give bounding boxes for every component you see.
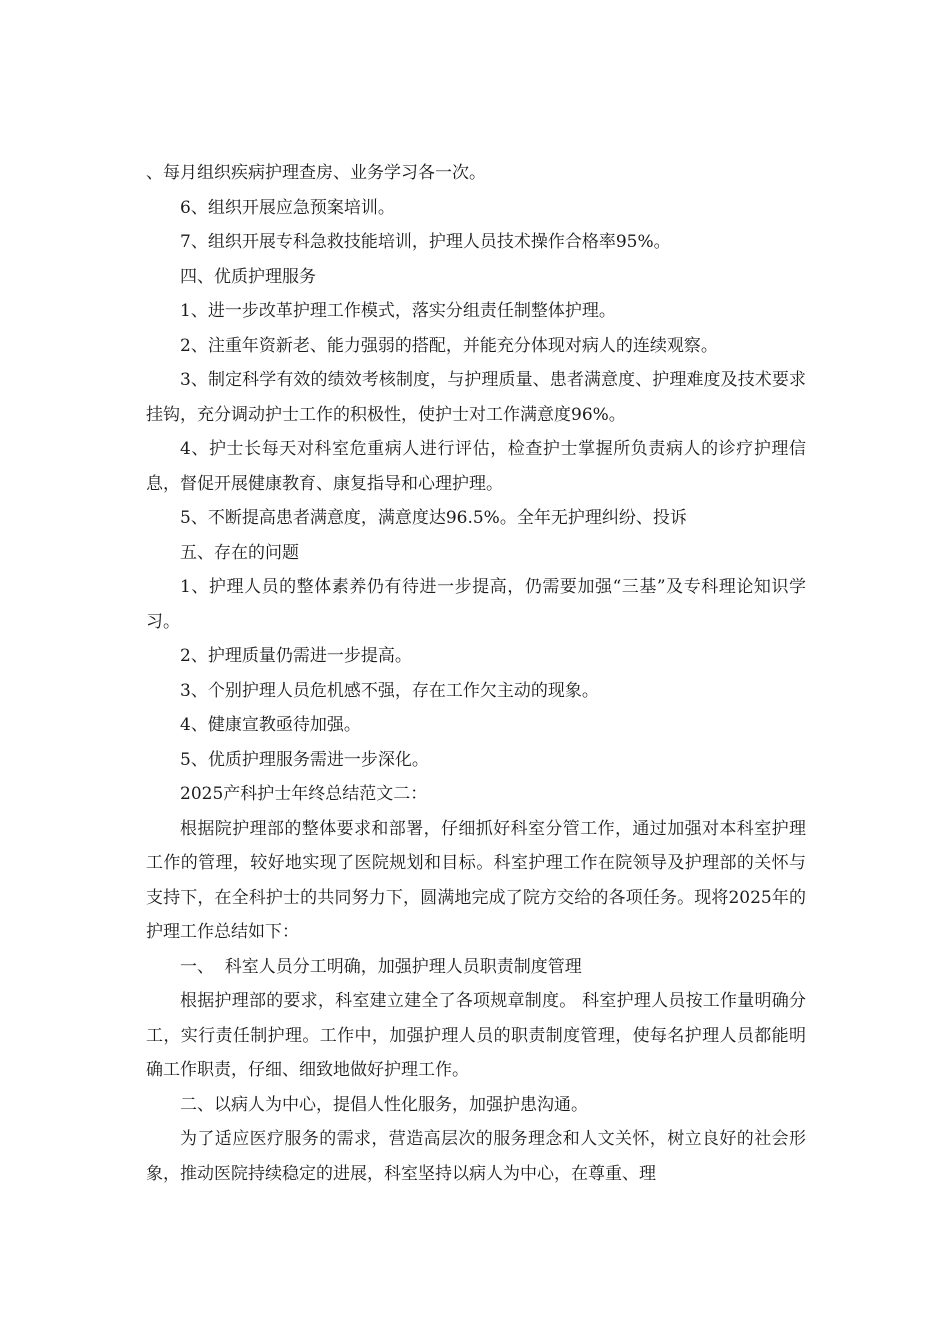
paragraph: 1、护理人员的整体素养仍有待进一步提高，仍需要加强“三基”及专科理论知识学习。	[146, 577, 806, 632]
section-heading: 四、优质护理服务	[180, 266, 316, 287]
paragraph: 2、注重年资新老、能力强弱的搭配，并能充分体现对病人的连续观察。	[180, 335, 718, 356]
section-heading: 二、以病人为中心，提倡人性化服务，加强护患沟通。	[180, 1094, 588, 1115]
paragraph: 5、优质护理服务需进一步深化。	[180, 749, 429, 770]
section-heading: 五、存在的问题	[180, 542, 299, 563]
paragraph: 3、制定科学有效的绩效考核制度，与护理质量、患者满意度、护理难度及技术要求挂钩，充分调动护士工作的积极性，使护士对工作满意度96%。	[146, 370, 806, 425]
section-heading: 一、 科室人员分工明确，加强护理人员职责制度管理	[180, 956, 582, 977]
paragraph: 根据院护理部的整体要求和部署，仔细抓好科室分管工作，通过加强对本科室护理工作的管理，较好地实现了医院规划和目标。科室护理工作在院领导及护理部的关怀与支持下，在全科护士的共同努力下，圆满地完成了院方交给的各项任务。现将2025年的护理工作总结如下：	[146, 818, 806, 942]
paragraph: 4、健康宣教亟待加强。	[180, 715, 361, 735]
section-heading: 2025产科护士年终总结范文二：	[180, 784, 428, 804]
paragraph: 1、进一步改革护理工作模式，落实分组责任制整体护理。	[180, 301, 616, 321]
paragraph: 2、护理质量仍需进一步提高。	[180, 646, 412, 666]
document-body	[146, 156, 806, 1191]
paragraph: 5、不断提高患者满意度，满意度达96.5%。全年无护理纠纷、投诉	[180, 508, 687, 528]
paragraph: 3、个别护理人员危机感不强，存在工作欠主动的现象。	[180, 680, 599, 701]
paragraph: 、每月组织疾病护理查房、业务学习各一次。	[146, 163, 486, 183]
paragraph: 7、组织开展专科急救技能培训，护理人员技术操作合格率95%。	[180, 232, 671, 252]
paragraph: 6、组织开展应急预案培训。	[180, 197, 395, 218]
paragraph: 根据护理部的要求，科室建立建全了各项规章制度。 科室护理人员按工作量明确分工，实行责任制护理。工作中，加强护理人员的职责制度管理，使每名护理人员都能明确工作职责，仔细、细致地做好护理工作。	[146, 991, 806, 1080]
paragraph: 4、护士长每天对科室危重病人进行评估，检查护士掌握所负责病人的诊疗护理信息，督促开展健康教育、康复指导和心理护理。	[146, 439, 806, 494]
paragraph: 为了适应医疗服务的需求，营造高层次的服务理念和人文关怀，树立良好的社会形象，推动医院持续稳定的进展，科室坚持以病人为中心，在尊重、理	[146, 1129, 806, 1184]
